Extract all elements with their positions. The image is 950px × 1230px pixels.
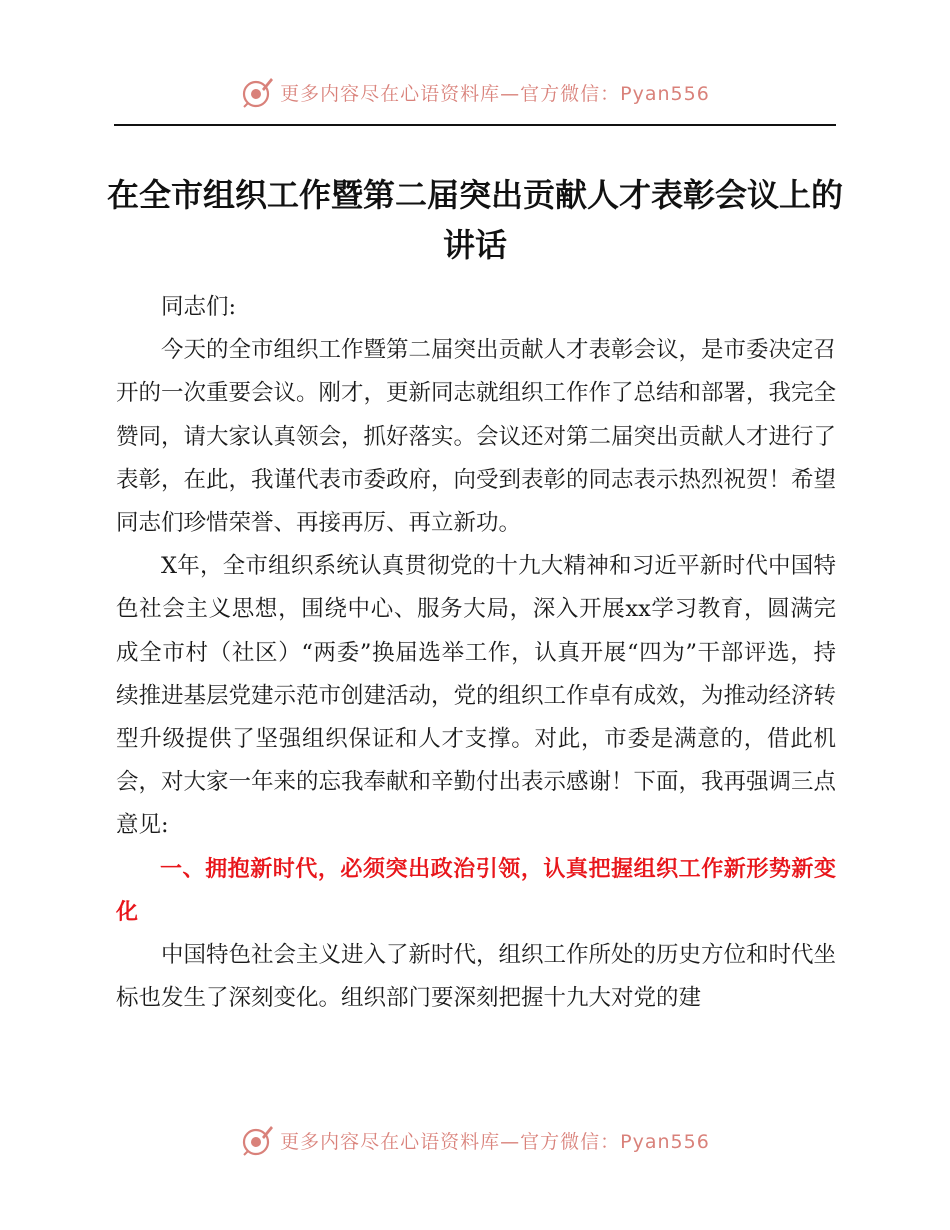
salutation: 同志们:: [161, 294, 237, 320]
document-title: 在全市组织工作暨第二届突出贡献人才表彰会议上的讲话: [106, 176, 843, 264]
footer-watermark: [0, 1120, 950, 1160]
header-divider: [114, 124, 836, 126]
section-heading: 一、拥抱新时代，必须突出政治引领，认真把握组织工作新形势新变化: [116, 856, 836, 925]
document-body: [116, 286, 836, 1020]
watermark-text: 更多内容尽在心语资料库—官方微信：Pyan556: [280, 1130, 710, 1153]
quill-logo-icon: [240, 1123, 274, 1157]
paragraph: 今天的全市组织工作暨第二届突出贡献人才表彰会议，是市委决定召开的一次重要会议。刚才，更新同志就组织工作作了总结和部署，我完全赞同，请大家认真领会，抓好落实。会议还对第二届突出贡献人才进行了表彰，在此，我谨代表市委政府，向受到表彰的同志表示热烈祝贺！希望同志们珍惜荣誉、再接再厉、再立新功。: [116, 337, 837, 537]
header-watermark: [0, 72, 950, 112]
watermark-text: 更多内容尽在心语资料库—官方微信：Pyan556: [280, 82, 710, 105]
quill-logo-icon: [240, 75, 274, 109]
paragraph: X年，全市组织系统认真贯彻党的十九大精神和习近平新时代中国特色社会主义思想，围绕中心、服务大局，深入开展xx学习教育，圆满完成全市村（社区）“两委”换届选举工作，认真开展“四为”干部评选，持续推进基层党建示范市创建活动，党的组织工作卓有成效，为推动经济转型升级提供了坚强组织保证和人才支撑。对此，市委是满意的，借此机会，对大家一年来的忘我奉献和辛勤付出表示感谢！下面，我再强调三点意见:: [116, 553, 837, 839]
paragraph: 中国特色社会主义进入了新时代，组织工作所处的历史方位和时代坐标也发生了深刻变化。组织部门要深刻把握十九大对党的建: [116, 942, 837, 1012]
